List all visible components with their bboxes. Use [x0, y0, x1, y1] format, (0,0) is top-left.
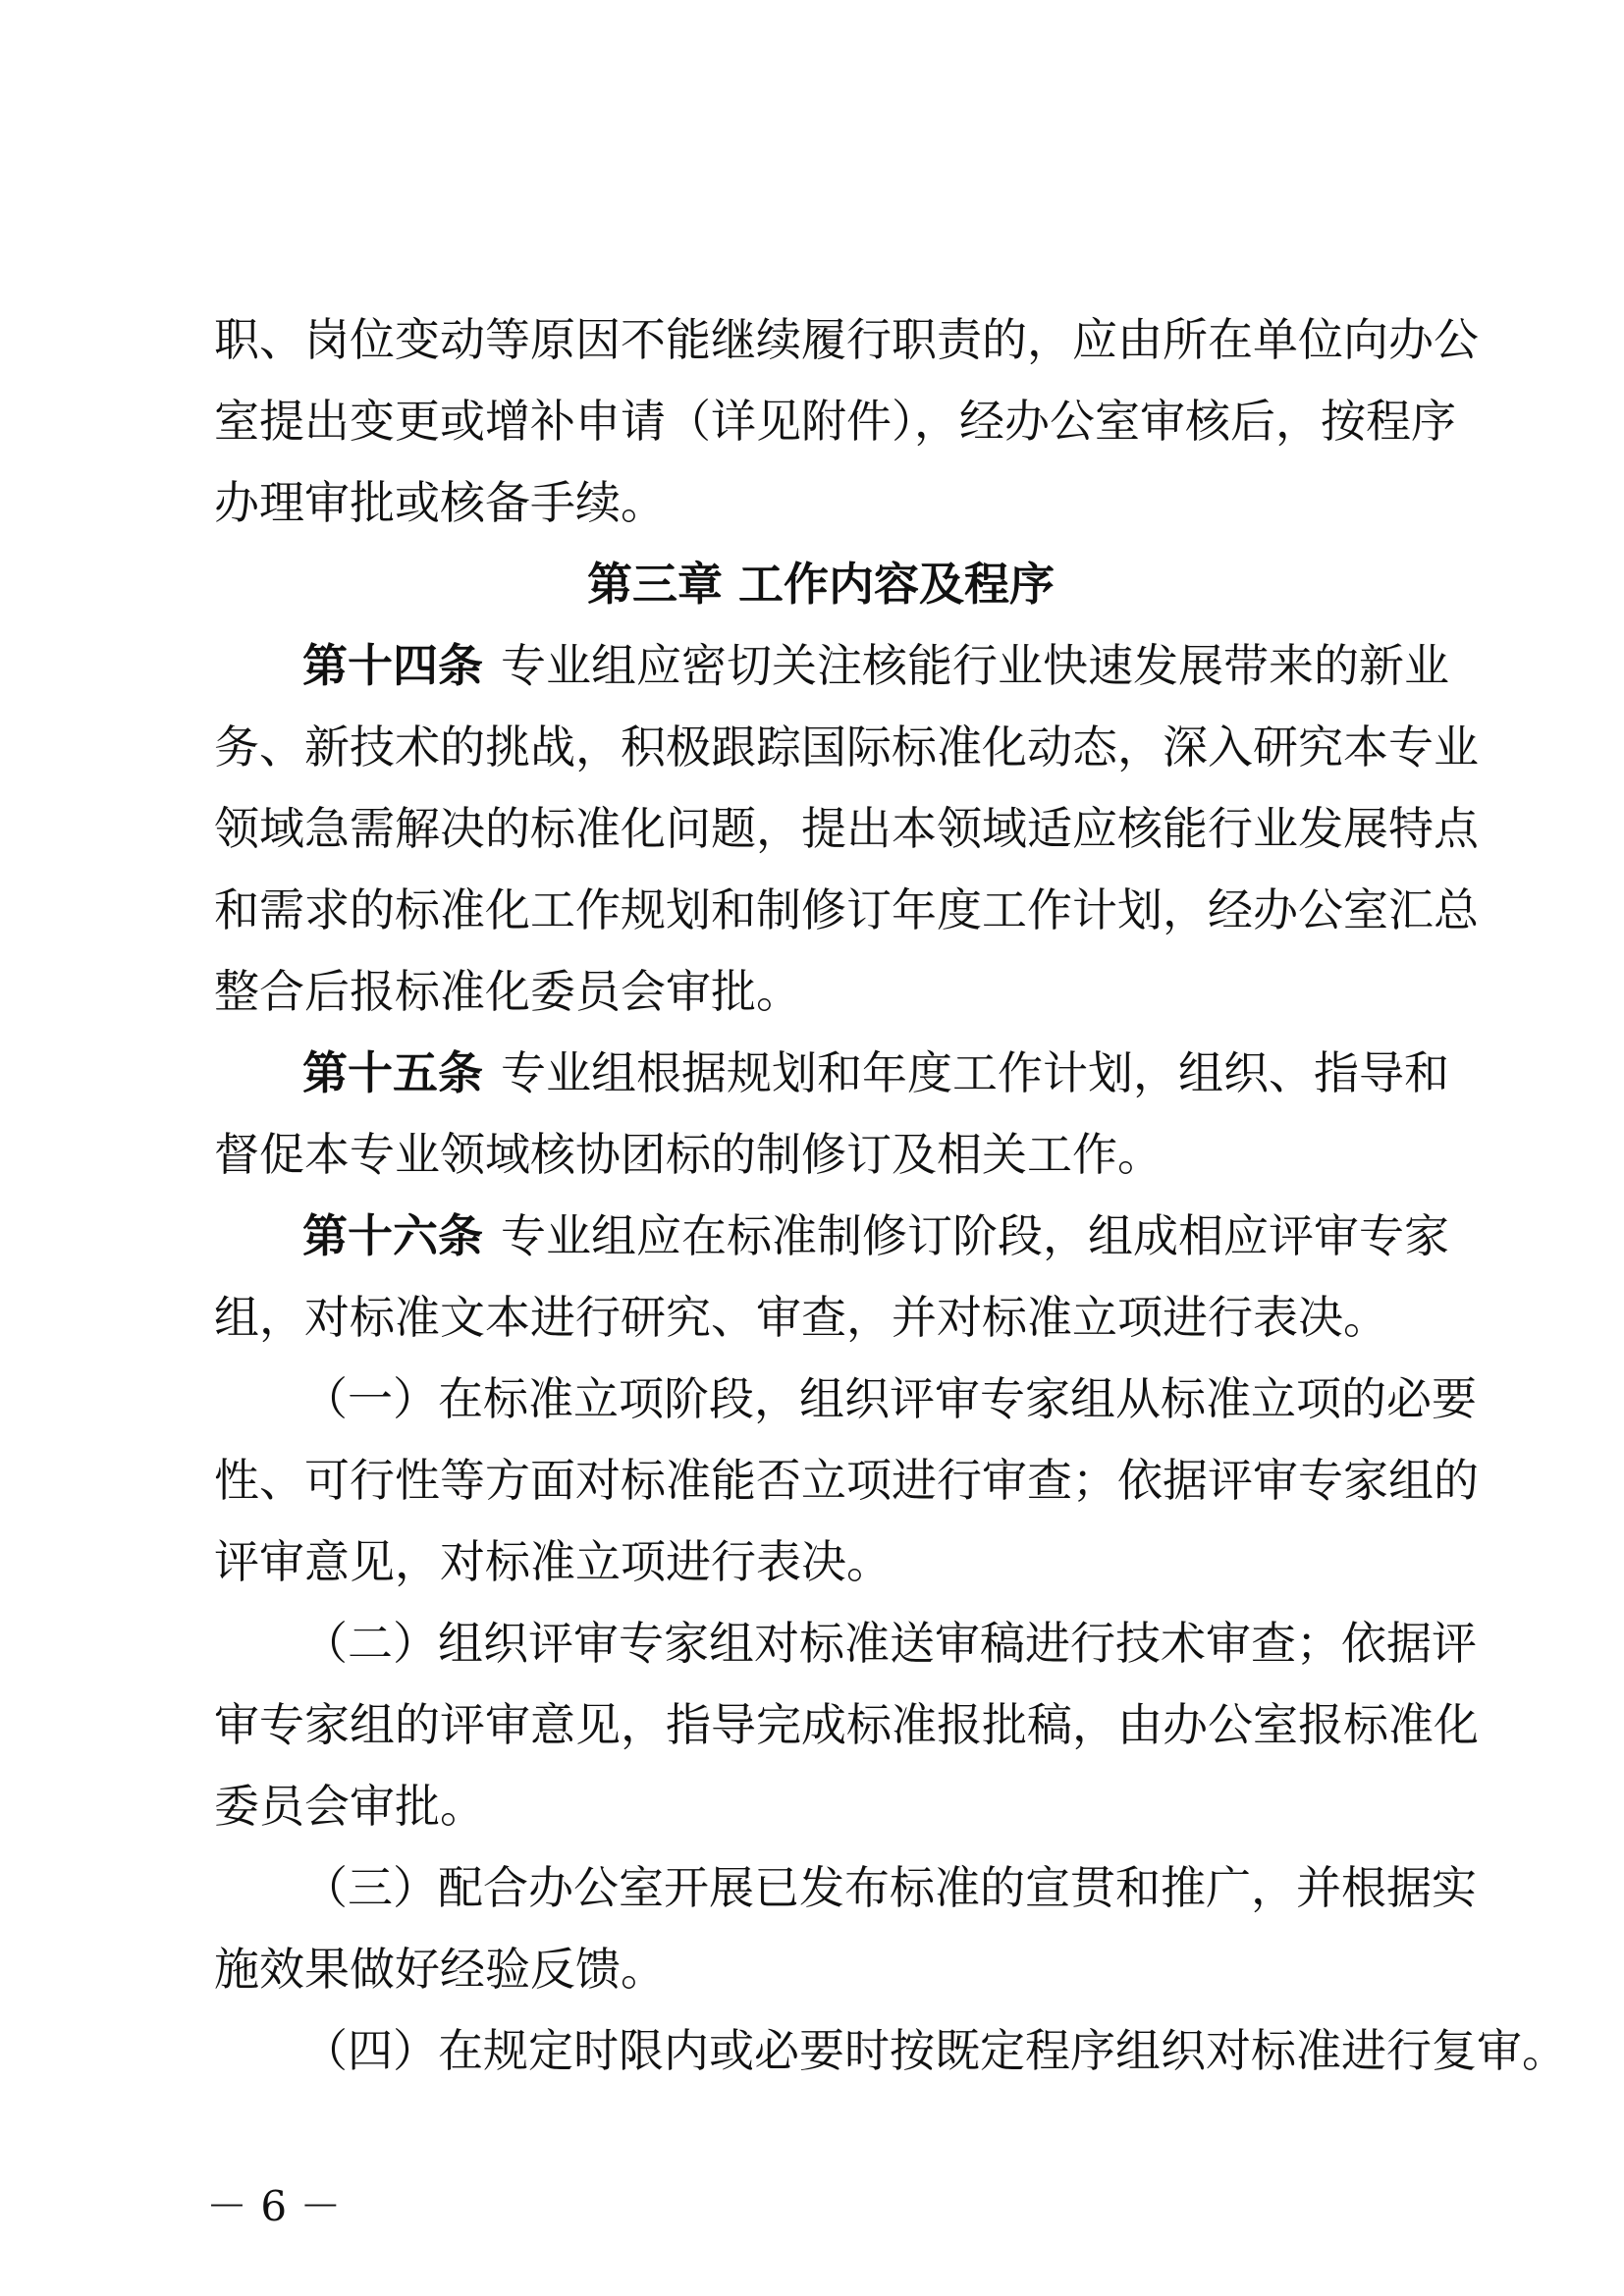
paragraph-line: [0, 881, 1624, 938]
chapter-title: 第三章 工作内容及程序: [587, 558, 1056, 611]
paragraph-line: [0, 1452, 1624, 1509]
text-line: 评审意见，对标准立项进行表决。: [214, 1535, 892, 1588]
text-line: 督促本专业领域核协团标的制修订及相关工作。: [214, 1128, 1163, 1181]
paragraph-line: [0, 719, 1624, 775]
article-15-first-line: [0, 1044, 1624, 1101]
text-line: （三）配合办公室开展已发布标准的宣贯和推广，并根据实: [302, 1861, 1477, 1914]
text-line: 办理审批或核备手续。: [214, 476, 666, 529]
article-label: 第十四条: [302, 639, 483, 692]
text-line: 审专家组的评审意见，指导完成标准报批稿，由办公室报标准化: [214, 1698, 1479, 1751]
article-16-first-line: [0, 1207, 1624, 1264]
text-line: 务、新技术的挑战，积极跟踪国际标准化动态，深入研究本专业: [214, 721, 1479, 774]
text-line: 和需求的标准化工作规划和制修订年度工作计划，经办公室汇总: [214, 883, 1479, 936]
text-line: 专业组应密切关注核能行业快速发展带来的新业: [501, 639, 1449, 692]
paragraph-line: [0, 1126, 1624, 1183]
list-item-4: [0, 2022, 1624, 2079]
paragraph-line: [0, 1533, 1624, 1590]
paragraph-line: [0, 1696, 1624, 1753]
list-item-3: [0, 1859, 1624, 1916]
paragraph-line: [0, 1289, 1624, 1346]
paragraph-line: [0, 800, 1624, 857]
article-label: 第十五条: [302, 1046, 483, 1099]
page-number: － 6 －: [206, 2182, 342, 2230]
text-line: 专业组根据规划和年度工作计划，组织、指导和: [501, 1046, 1449, 1099]
paragraph-line: [0, 393, 1624, 450]
chapter-heading: [0, 556, 1624, 613]
paragraph-line: [0, 1941, 1624, 1998]
text-line: 室提出变更或增补申请（详见附件），经办公室审核后，按程序: [214, 395, 1456, 448]
text-line: 委员会审批。: [214, 1780, 485, 1833]
list-item-2: [0, 1615, 1624, 1672]
text-line: （二）组织评审专家组对标准送审稿进行技术审查；依据评: [302, 1617, 1477, 1670]
text-line: 施效果做好经验反馈。: [214, 1943, 666, 1996]
text-line: 组，对标准文本进行研究、审查，并对标准立项进行表决。: [214, 1291, 1388, 1344]
text-line: 性、可行性等方面对标准能否立项进行审查；依据评审专家组的: [214, 1454, 1479, 1507]
paragraph-line: [0, 311, 1624, 368]
paragraph-line: [0, 474, 1624, 531]
text-line: （四）在规定时限内或必要时按既定程序组织对标准进行复审。: [302, 2024, 1567, 2077]
article-14-first-line: [0, 637, 1624, 694]
paragraph-line: [0, 1778, 1624, 1835]
text-line: 专业组应在标准制修订阶段，组成相应评审专家: [501, 1209, 1449, 1262]
list-item-1: [0, 1370, 1624, 1427]
article-label: 第十六条: [302, 1209, 483, 1262]
text-line: 领域急需解决的标准化问题，提出本领域适应核能行业发展特点: [214, 802, 1479, 855]
text-line: 职、岗位变动等原因不能继续履行职责的，应由所在单位向办公: [214, 313, 1479, 366]
text-line: （一）在标准立项阶段，组织评审专家组从标准立项的必要: [302, 1372, 1477, 1425]
text-line: 整合后报标准化委员会审批。: [214, 965, 801, 1018]
paragraph-line: [0, 963, 1624, 1020]
